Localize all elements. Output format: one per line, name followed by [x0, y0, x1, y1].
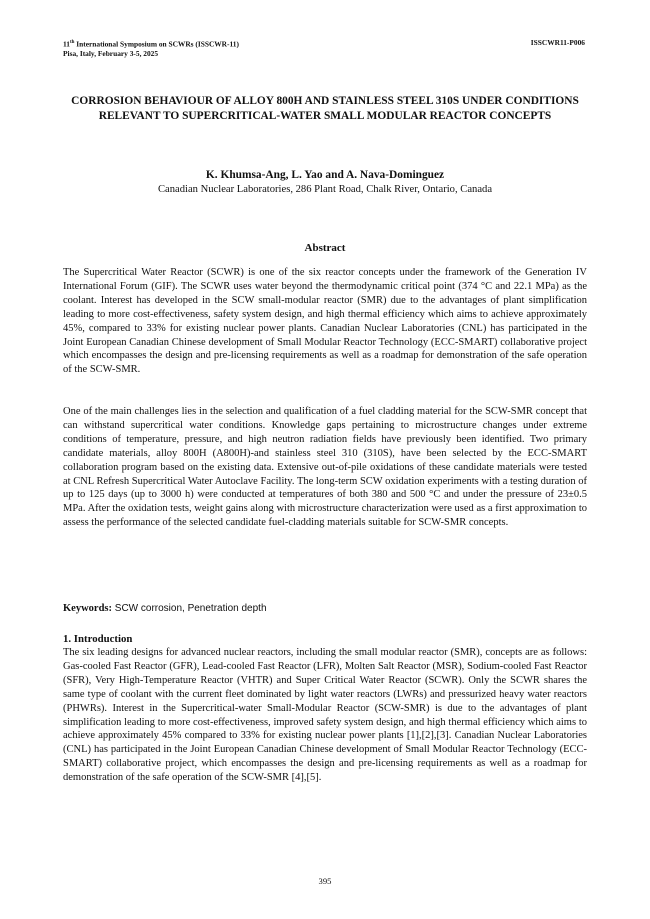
- conference-name: International Symposium on SCWRs (ISSCWR-11): [74, 39, 239, 49]
- abstract-paragraph-2: One of the main challenges lies in the selection and qualification of a fuel cladding material for the SCW-SMR concept that can withstand supercritical water conditions. Knowledge gaps pertaining to microstructure changes under extreme conditions of temperature, pressure, and high neutron radiation fields have previously been identified. Two primary candidate materials, alloy 800H (A800H)-and stainless steel 310 (310S), have been selected by the ECC-SMART collaboration program based on the existing data. Extensive out-of-pile oxidations of these candidate materials were tested at CNL Refresh Supercritical Water Autoclave Facility. The long-term SCW oxidation experiments with a testing duration of up to 125 days (up to 3000 h) were conducted at temperatures of both 380 and 500 °C and under the pressure of 23±0.5 MPa. After the oxidation tests, weight gains along with microstructure characterization were used as a first approximation to assess the performance of the selected candidate fuel-cladding materials suitable for SCW-SMR concepts.: [63, 406, 587, 529]
- conference-edition-number: 11: [63, 39, 70, 49]
- conference-name-line: [63, 38, 239, 49]
- abstract-heading: Abstract: [304, 242, 346, 254]
- conference-location-date: Pisa, Italy, February 3-5, 2025: [63, 49, 159, 59]
- introduction-paragraph-1: The six leading designs for advanced nuclear reactors, including the small modular reactor (SMR), concepts are as follows: Gas-cooled Fast Reactor (GFR), Lead-cooled Fast Reactor (LFR), Molten Salt Reactor (MSR), Sodium-cooled Fast Reactor (SFR), Very High-Temperature Reactor (VHTR) and Super Critical Water Reactor (SCWR). Only the SCWR shares the same type of coolant with the current fleet dominated by light water reactors (LWRs) and pressurized heavy water reactors (PHWRs). Interest in the Supercritical-water Small-Modular Reactor (SCW-SMR) is due to the advantages of plant simplification leading to more cost-effectiveness, improved safety system design, and high thermal efficiency which aims to achieve approximately 45% compared to 33% for existing nuclear power plants [1],[2],[3]. Canadian Nuclear Laboratories (CNL) has participated in the Joint European Canadian Chinese development of Small Modular Reactor Technology (ECC-SMART) collaborative project, which encompasses the design and pre-licensing requirements as well as a roadmap for demonstration of the safe operation of the SCW-SMR [4],[5].: [63, 647, 587, 784]
- keywords-value: SCW corrosion, Penetration depth: [112, 603, 267, 614]
- paper-title: CORROSION BEHAVIOUR OF ALLOY 800H AND STAINLESS STEEL 310S UNDER CONDITIONS RELEVANT TO SUPERCRITICAL-WATER SMALL MODULAR REACTOR CONCEPTS: [71, 95, 579, 122]
- paper-id: ISSCWR11-P006: [530, 38, 585, 47]
- page-number: 395: [318, 876, 332, 886]
- conference-header: [63, 38, 239, 59]
- conference-edition-suffix: th: [69, 40, 75, 45]
- keywords-line: [63, 602, 267, 616]
- section-heading-introduction: 1. Introduction: [63, 633, 133, 645]
- paper-authors: K. Khumsa-Ang, L. Yao and A. Nava-Dominguez: [205, 169, 445, 181]
- keywords-label: Keywords:: [63, 603, 112, 614]
- author-affiliation: Canadian Nuclear Laboratories, 286 Plant Road, Chalk River, Ontario, Canada: [157, 184, 493, 195]
- abstract-paragraph-1: The Supercritical Water Reactor (SCWR) is one of the six reactor concepts under the framework of the Generation IV International Forum (GIF). The SCWR uses water beyond the thermodynamic critical point (374 °C and 22.1 MPa) as the coolant. Interest has developed in the SCW small-modular reactor (SMR) due to the advantages of plant simplification leading to more cost-effectiveness, safety system design, and high thermal efficiency which aims to achieve approximately 45%, compared to 33% for existing nuclear power plants. Canadian Nuclear Laboratories (CNL) has participated in the Joint European Canadian Chinese development of Small Modular Reactor Technology (ECC-SMART) collaborative project which encompasses the design and pre-licensing requirements as well as a roadmap for demonstration of the safe operation of the SCW-SMR.: [63, 267, 587, 376]
